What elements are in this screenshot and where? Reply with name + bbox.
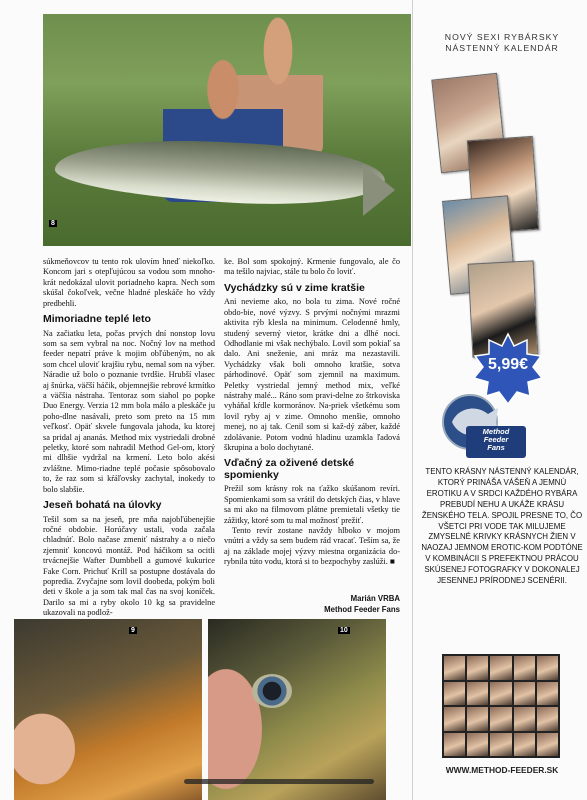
section-heading: Vďačný za oživené detské spomienky	[224, 457, 355, 481]
thumbnail	[467, 656, 488, 680]
section-heading: Vychádzky sú v zime kratšie	[224, 281, 365, 294]
thumbnail	[537, 707, 558, 731]
sidebar-heading-line: NOVÝ SEXI RYBÁRSKY	[444, 32, 560, 42]
thumbnail	[537, 682, 558, 706]
sidebar-heading-line: NÁSTENNÝ KALENDÁR	[445, 43, 559, 53]
column-divider	[412, 0, 413, 800]
thumbnail	[467, 682, 488, 706]
fish-eye	[252, 674, 292, 708]
thumbnail	[490, 707, 511, 731]
paragraph: Prežil som krásny rok na ťažko skúšanom revíri. Spomienkami som sa vrátil do detských čias, v hlave sa mi ako na filmovom plátne premietali všetky tie zážitky, ktoré som tu mal možnosť prežiť.	[224, 484, 400, 525]
author-team: Method Feeder Fans	[324, 604, 400, 614]
thumbnail	[514, 682, 535, 706]
logo-text	[467, 428, 525, 452]
thumbnail	[444, 707, 465, 731]
section-heading: Mimoriadne teplé leto	[43, 313, 151, 326]
hand	[14, 704, 84, 794]
thumbnail	[467, 733, 488, 757]
home-indicator-bar[interactable]	[184, 779, 374, 784]
thumbnail	[444, 656, 465, 680]
author-signature	[224, 594, 400, 615]
method-feeder-fans-logo	[440, 386, 534, 466]
paragraph: Na začiatku leta, počas prvých dní nonstop lovu som sa sem vybral na noc. Nočný lov na method feeder nepatrí práve k mojim obľúbeným, no ak som chcel uloviť krajšiu rybu, nemal som na výber. Náradie už bolo o poznanie tvrdšie. Hrubší vlasec aj šnúrka, väčší háčik, objemnejšie rebrové krmítko a väčšia nástraha. Tentoraz som siahol po popke Duo Energy. Verzia 12 mm bola málo a pleskáče ju poho-dlne nasávali, preto som preto na 15 mm veľkosť. Opäť skvele fungovala jahoda, ku ktorej sa pridal aj ananás. Method mix vystriedali drobné peletky, ktoré som nahradil Method Gel-om, ktorý mi dlhšie vydržal na krmení. Leto bolo akési zvláštne. Mimo-riadne teplé počasie spôsobovalo to, že raz som si kŕáľovsky zachytal, inokedy to bolo slabšie.	[43, 328, 215, 494]
thumbnail	[444, 733, 465, 757]
zander-fish	[54, 133, 387, 210]
article-column-left	[43, 257, 215, 619]
thumbnail	[490, 656, 511, 680]
thumbnail	[444, 682, 465, 706]
price-label: 5,99€	[487, 356, 529, 373]
author-name: Marián VRBA	[350, 594, 400, 603]
photo-number: 8	[51, 220, 55, 227]
paragraph: súkmeňovcov tu tento rok ulovím hneď niekoľko. Koncom jari s otepľujúcou sa vodou som mnoho-krát nedokázal ulovit poriadneho kapra. Nech som skúšal čokoľvek, večne hladné pleskáče ho vždy predbehli.	[43, 257, 215, 308]
fish-tail	[363, 164, 395, 216]
website-url[interactable]: WWW.METHOD-FEEDER.SK	[445, 765, 559, 775]
photo-number: 10	[340, 627, 348, 634]
sidebar-heading	[418, 32, 586, 54]
thumbnail	[514, 707, 535, 731]
thumbnail	[467, 707, 488, 731]
photo-man-boy-with-zander	[43, 14, 411, 246]
calendar-thumbnail-grid	[442, 654, 560, 758]
logo-word: Feeder	[483, 435, 509, 444]
paragraph: ke. Bol som spokojný. Krmenie fungovalo, ale čo ma tešilo najviac, stále tu bolo čo loviť.	[224, 257, 400, 277]
section-heading: Jeseň bohatá na úlovky	[43, 499, 162, 512]
thumbnail	[490, 682, 511, 706]
paragraph: Tento revír zostane navždy hlboko v mojom vnútri a vždy sa sem budem rád vracať. Teším sa, že aj na základe mojej výzvy miestna organizácia do-rybnila túto vodu, ktorá si to bezpochyby zaslúži. ■	[224, 526, 400, 567]
photo-fish-tail-hand	[14, 619, 202, 800]
logo-word: Fans	[487, 443, 505, 452]
article-column-middle	[224, 257, 400, 568]
thumbnail	[537, 733, 558, 757]
fish-logo-icon	[440, 386, 534, 466]
photo-fish-head-closeup	[208, 619, 386, 800]
photo-number: 9	[131, 627, 135, 634]
thumbnail	[514, 656, 535, 680]
paragraph: Tešil som sa na jeseň, pre mňa najobľúbenejšie ročné obdobie. Horúčavy ustali, voda začala chladnúť. Bolo načase zmeniť nástrahy a o niečo zjemniť koncovú montáž. Pod háčikom sa ocitli trvácnejšie Wafter Dumbbell a gumové kukurice Fake Corn. Prichuť Krill sa postupne dostávala do popredia. Zvyčajne som loviI doobeda, pokým boli deti v škole a ja som tak mal čas na svoj koníček. Darilo sa mi a ryby okolo 10 kg sa pravidelne ukazovali na podlož-	[43, 514, 215, 618]
thumbnail	[514, 733, 535, 757]
thumbnail	[490, 733, 511, 757]
paragraph: Ani nevieme ako, no bola tu zima. Nové ročné obdo-bie, nové výzvy. S prvými nočnými mrazmi aktivita rýb klesla na minimum. Celodenné hmly, studený severný vietor, krátke dni a dlhé noci. Odhodlanie mi však nechýbalo. Lovil som pokiaľ sa dalo. Ani sneženie, ani mráz ma nezastavili. Vychádzky však boli omnoho kratšie, sotva párhodinové. Opäť som zjemnil na maximum. Peletky vystriedal jemný method mix, veľké nástrahy malé... Ráno som pravi-delne zo štrkoviska vyháňal kŕdle kormoránov. Na-priek všetkému som lovil ryby aj v zime. Omnoho menšie, omnoho menej, no aj tak. Cenil som si kaž-dý záber, každé zdolávanie. Potom vodnú hladinu uzamkla ľadová škrupina a bolo dochytané.	[224, 297, 400, 452]
thumbnail	[537, 656, 558, 680]
logo-word: Method	[482, 427, 510, 436]
calendar-description: TENTO KRÁSNY NÁSTENNÝ KALENDÁR, KTORÝ PRINÁŠA VÁŠEŇ A JEMNÚ EROTIKU A V SRDCI KAŽDÉHO RYBÁRA PREBUDÍ NEHU A UKÁŽE KRÁSU ŽENSKÉHO TELA. SPOJIL PRESNE TO, ČO VŠETCI PRI VODE TAK MILUJEME ZMYSELNÉ KRIVKY KRÁSNYCH ŽIEN V NAOZAJ JEMNOM EROTIC-KOM PODTÓNE V KOMBINÁCII S PREFEKTNOU PRÁCOU SKÚSENEJ FOTOGRAFKY V DOKONALEJ JESENNEJ PRÍRODNEJ SCENÉRII.	[421, 467, 583, 586]
